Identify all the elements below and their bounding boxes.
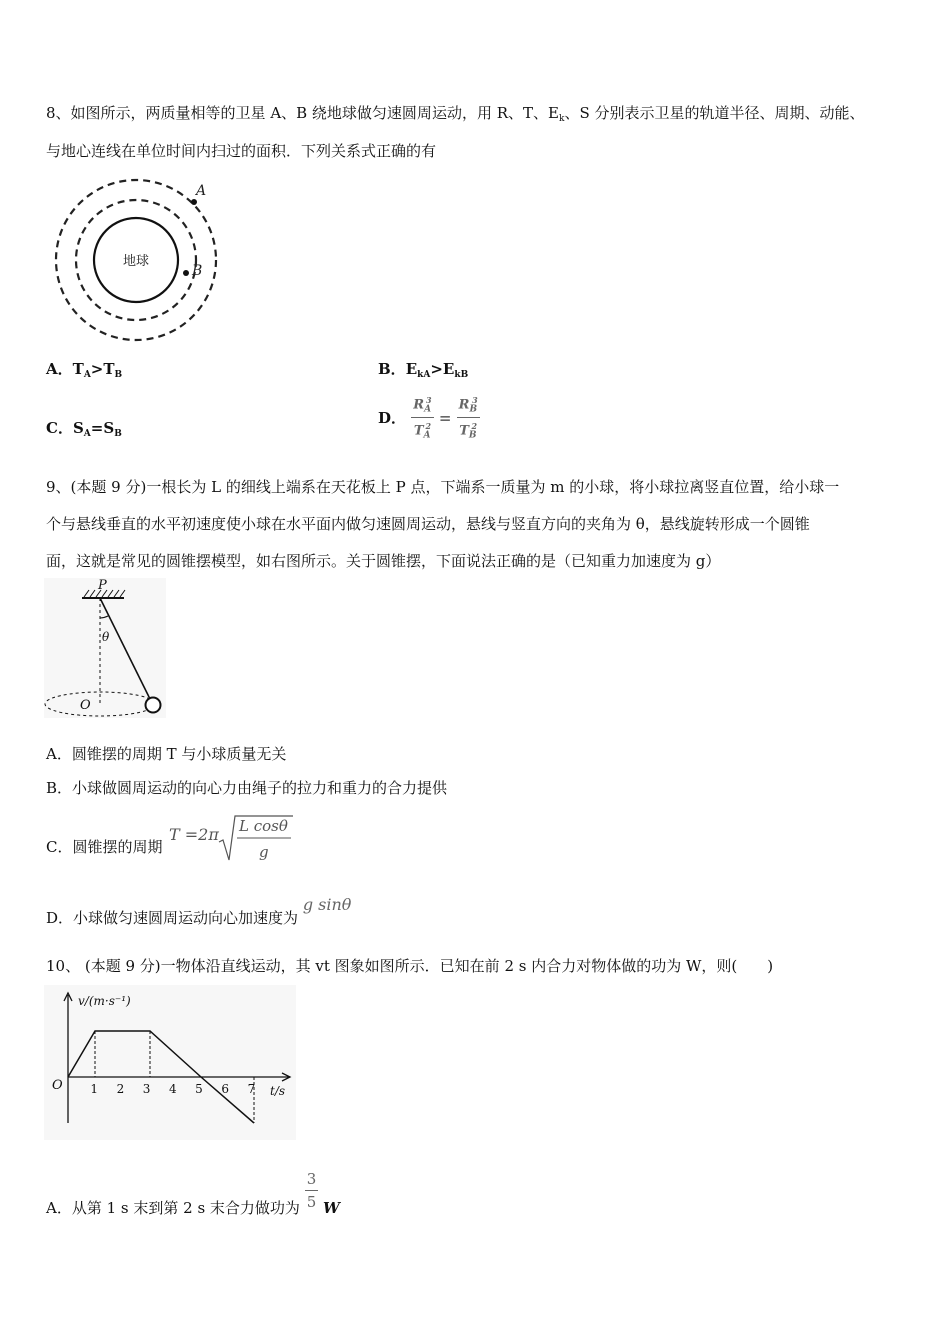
q10-vt-graph: [44, 985, 296, 1140]
satellite-b-label: B: [192, 263, 203, 279]
q9-conical-pendulum-figure: [44, 578, 166, 718]
q8-option-b[interactable]: B．$E_{kA}>E_{kB}$: [378, 360, 469, 380]
y-axis-label: v/(m·s⁻¹): [78, 994, 131, 1008]
x-tick-label: 1: [90, 1082, 99, 1096]
q8-stem-line2: 与地心连线在单位时间内扫过的面积．下列关系式正确的有: [46, 142, 437, 160]
svg-text:g: g: [259, 843, 269, 861]
q9-option-d[interactable]: D．小球做匀速圆周运动向心加速度为 g sinθ: [46, 895, 352, 927]
q9-stem-line2: 个与悬线垂直的水平初速度使小球在水平面内做匀速圆周运动，悬线与竖直方向的夹角为 θ，悬线旋转形成一个圆锥: [46, 515, 810, 533]
q8-option-c[interactable]: C．$S_A=S_B$: [46, 419, 122, 439]
fraction-rb-tb: $\frac{R_B^3}{T_B^2}$: [457, 392, 480, 444]
q9-stem-line3: 面，这就是常见的圆锥摆模型，如右图所示。关于圆锥摆，下面说法正确的是（已知重力加速度为 g）: [46, 552, 721, 570]
q9-stem-line1: 9、(本题 9 分)一根长为 L 的细线上端系在天花板上 P 点，下端系一质量为 m 的小球，将小球拉离竖直位置，给小球一: [46, 478, 840, 496]
earth-label: 地球: [122, 254, 150, 269]
x-tick-label: 6: [221, 1082, 230, 1096]
acceleration-formula: g sinθ: [302, 895, 352, 914]
q10-option-a[interactable]: A．从第 1 s 末到第 2 s 末合力做功为 $\frac{3}{5}$ W: [46, 1170, 340, 1217]
fraction-three-fifths: $\frac{3}{5}$: [306, 1170, 317, 1211]
satellite-a-label: A: [196, 183, 207, 199]
period-formula: [167, 812, 297, 868]
origin-label: O: [52, 1078, 63, 1093]
option-d-letter: D．: [378, 409, 407, 428]
q9-option-b[interactable]: B．小球做圆周运动的向心力由绳子的拉力和重力的合力提供: [46, 779, 448, 797]
svg-text:T =2π: T =2π: [169, 825, 220, 844]
x-tick-label: 7: [247, 1082, 256, 1096]
q8-orbit-figure: [50, 175, 225, 345]
x-tick-label: 4: [168, 1082, 177, 1096]
q9-option-a[interactable]: A．圆锥摆的周期 T 与小球质量无关: [46, 745, 287, 763]
q8-option-d[interactable]: D． $\frac{R_A^3}{T_A^2}$ = $\frac{R_B^3}{T_B^2}$: [378, 392, 480, 444]
x-tick-label: 2: [116, 1082, 125, 1096]
x-axis-label: t/s: [270, 1084, 286, 1098]
center-o-label: O: [80, 698, 91, 713]
ball: [146, 698, 161, 713]
q9-option-c[interactable]: C．圆锥摆的周期 T =2π L cosθ g: [46, 812, 297, 868]
satellite-b-dot: [183, 270, 189, 276]
x-tick-label: 5: [195, 1082, 203, 1096]
svg-text:L cosθ: L cosθ: [239, 817, 289, 835]
q10-stem: 10、 (本题 9 分)一物体沿直线运动，其 vt 图象如图所示．已知在前 2 s 内合力对物体做的功为 W，则( ): [46, 957, 774, 975]
fraction-ra-ta: $\frac{R_A^3}{T_A^2}$: [411, 392, 433, 444]
point-p-label: P: [98, 578, 107, 593]
satellite-a-dot: [191, 199, 197, 205]
theta-label: θ: [102, 630, 110, 644]
q8-stem-line1: 8、如图所示，两质量相等的卫星 A、B 绕地球做匀速圆周运动，用 R、T、$E_k$、S 分别表示卫星的轨道半径、周期、动能、: [46, 104, 865, 124]
q8-option-a[interactable]: A．$T_A>T_B$: [46, 360, 123, 380]
x-tick-label: 3: [142, 1082, 151, 1096]
